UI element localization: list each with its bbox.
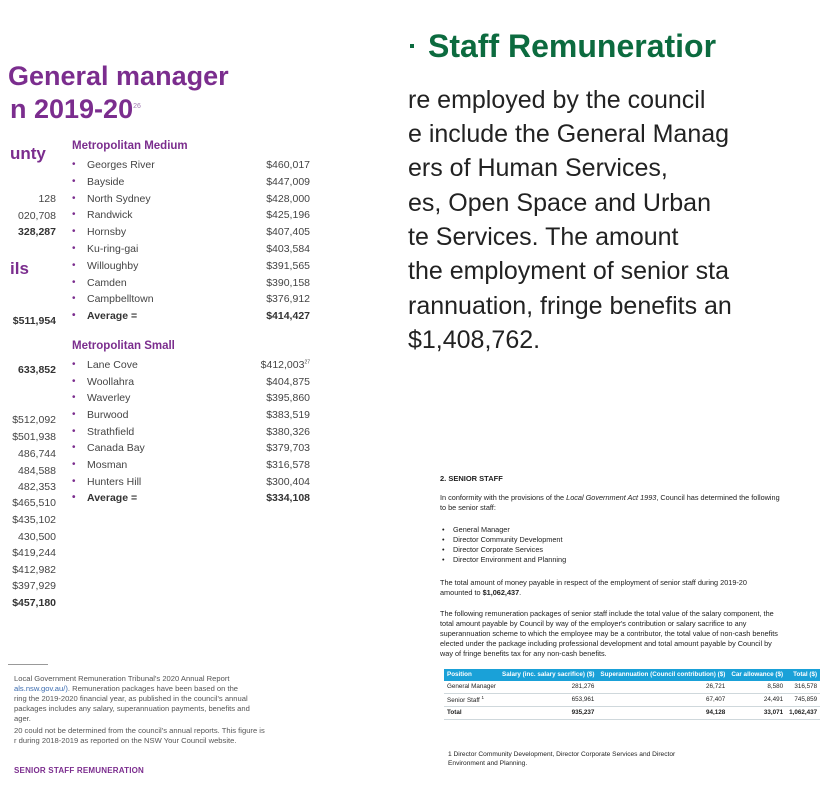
page-title-line-2 — [10, 92, 141, 124]
cut-value: 633,852 — [18, 364, 56, 376]
list-item: • Director Environment and Planning — [440, 555, 780, 565]
bullet-icon: • — [72, 176, 76, 187]
total-amount: $1,062,437 — [482, 588, 520, 597]
footnote-divider — [8, 664, 48, 665]
bullet-icon: • — [72, 209, 76, 220]
bullet-icon: • — [72, 260, 76, 271]
bullet-icon: • — [72, 193, 76, 204]
list-item: • Woollahra $404,875 — [72, 376, 310, 388]
excerpt-title: Staff Remuneratior — [428, 28, 717, 64]
excerpt-line: re employed by the council — [408, 86, 706, 114]
column-header: Superannuation (Council contribution) ($) — [597, 669, 728, 681]
list-item: • Lane Cove $412,003$^{27}$ — [72, 359, 310, 371]
section-intro: In conformity with the provisions of the Local Government Act 1993, Council has determined the following to be senior staff: — [440, 493, 780, 512]
excerpt-line: es, Open Space and Urban — [408, 189, 711, 217]
bullet-icon: • — [72, 426, 76, 437]
cut-value: 328,287 — [18, 226, 56, 238]
bullet-icon: • — [72, 392, 76, 403]
footnote-line: ager. — [14, 714, 31, 723]
excerpt-line: te Services. The amount — [408, 223, 679, 251]
bullet-icon: • — [72, 376, 76, 387]
title-footnote-ref: 26 — [133, 103, 141, 110]
list-item: • Ku-ring-gai $403,584 — [72, 243, 310, 255]
column-header: Position — [444, 669, 499, 681]
cut-value: $397,929 — [12, 580, 56, 592]
cut-value: $412,982 — [12, 564, 56, 576]
column-header: Car allowance ($) — [728, 669, 786, 681]
cut-value: 128 — [38, 193, 56, 205]
footnote-line: packages includes any salary, superannuation payments, benefits and — [14, 704, 250, 713]
cut-value: $419,244 — [12, 547, 56, 559]
bullet-icon: • — [72, 459, 76, 470]
senior-staff-list — [440, 525, 780, 565]
bullet-icon: • — [72, 492, 76, 503]
footnote-line: ring the 2019-2020 financial year, as published in the council's annual — [14, 694, 248, 703]
total-paragraph: The total amount of money payable in respect of the employment of senior staff during 2019-20 amounted to $1,062,437. — [440, 578, 747, 597]
cut-value: $457,180 — [12, 597, 56, 609]
list-item: • Hunters Hill $300,404 — [72, 476, 310, 488]
bullet-icon: • — [72, 159, 76, 170]
bullet-icon: • — [72, 226, 76, 237]
cut-value: 020,708 — [18, 210, 56, 222]
footnote-line: r during 2018-2019 as reported on the NSW Your Council website. — [14, 736, 237, 745]
average-row: • Average = $414,427 — [72, 310, 310, 322]
bullet-icon: • — [72, 277, 76, 288]
cut-heading-councils: ils — [10, 259, 29, 278]
group-heading-metropolitan-small: Metropolitan Small — [72, 340, 175, 352]
list-item: • Willoughby $391,565 — [72, 260, 310, 272]
list-item: • Strathfield $380,326 — [72, 426, 310, 438]
footnote-link[interactable]: als.nsw.gov.au/) — [14, 684, 68, 693]
list-item: • Waverley $395,860 — [72, 392, 310, 404]
bullet-icon: • — [72, 442, 76, 453]
list-item: • Mosman $316,578 — [72, 459, 310, 471]
cut-value: 482,353 — [18, 481, 56, 493]
bullet-icon: • — [72, 409, 76, 420]
average-row: • Average = $334,108 — [72, 492, 310, 504]
list-item: • Director Corporate Services — [440, 545, 780, 555]
bullet-icon: • — [72, 476, 76, 487]
page-title-year: n 2019-20 — [10, 94, 134, 124]
excerpt-line: $1,408,762. — [408, 326, 541, 354]
list-item: • Hornsby $407,405 — [72, 226, 310, 238]
cut-value: $435,102 — [12, 514, 56, 526]
footnote-ref: 27 — [304, 359, 310, 366]
list-item: • Randwick $425,196 — [72, 209, 310, 221]
cut-value: $512,092 — [12, 414, 56, 426]
list-item: • General Manager — [440, 525, 780, 535]
cut-heading-county: unty — [10, 144, 46, 163]
list-item: • Canada Bay $379,703 — [72, 442, 310, 454]
remuneration-table — [444, 669, 820, 720]
cut-value: 430,500 — [18, 531, 56, 543]
cut-value: $465,510 — [12, 497, 56, 509]
footnote-line: als.nsw.gov.au/). Remuneration packages have been based on the — [14, 684, 239, 693]
page-title-line-1: General manager — [8, 61, 229, 91]
table-total-row: Total 935,237 94,128 33,071 1,062,437 — [444, 706, 820, 719]
packages-paragraph: The following remuneration packages of senior staff include the total value of the salary component, the total amount payable by Council by way of the employer's contribution or salary sacrifice to any superannuation scheme to which the employee may be a contributor, the total value of non-cash benefits elected under the package including professional development and total amount payable by Council by way of fringe benefits tax for any non-cash benefits. — [440, 609, 778, 658]
section-heading: 2. SENIOR STAFF — [440, 474, 503, 483]
list-item: • Camden $390,158 — [72, 277, 310, 289]
cut-value: $501,938 — [12, 431, 56, 443]
footnote-ref: 1 — [481, 694, 485, 700]
bullet-icon: • — [72, 293, 76, 304]
table-header-row — [444, 669, 820, 681]
footnote-line: Local Government Remuneration Tribunal's 2020 Annual Report — [14, 674, 230, 683]
excerpt-line: rannuation, fringe benefits an — [408, 292, 732, 320]
bullet-icon: • — [72, 310, 76, 321]
cut-value: $511,954 — [12, 315, 56, 327]
column-header: Total ($) — [786, 669, 820, 681]
excerpt-line: e include the General Manag — [408, 120, 730, 148]
table-note: 1 Director Community Development, Director Corporate Services and Director Environment and Planning. — [448, 751, 676, 767]
group-heading-metropolitan-medium: Metropolitan Medium — [72, 140, 188, 152]
list-item: • Bayside $447,009 — [72, 176, 310, 188]
cut-value: 486,744 — [18, 448, 56, 460]
table-row: General Manager 281,276 26,721 8,580 316,578 — [444, 681, 820, 694]
list-item: • Director Community Development — [440, 535, 780, 545]
excerpt-line: the employment of senior sta — [408, 257, 729, 285]
excerpt-line: ers of Human Services, — [408, 154, 668, 182]
page-footer-label: SENIOR STAFF REMUNERATION — [14, 766, 145, 775]
footnote-line: 20 could not be determined from the council's annual reports. This figure is — [14, 726, 265, 735]
list-item: • North Sydney $428,000 — [72, 193, 310, 205]
table-row: Senior Staff $^1$ 653,961 67,407 24,491 745,859 — [444, 693, 820, 706]
list-item: • Georges River $460,017 — [72, 159, 310, 171]
bullet-icon: • — [72, 243, 76, 254]
list-item: • Burwood $383,519 — [72, 409, 310, 421]
title-fragment-mark — [410, 44, 414, 48]
bullet-icon: • — [72, 359, 76, 370]
cut-value: 484,588 — [18, 465, 56, 477]
column-header: Salary (inc. salary sacrifice) ($) — [499, 669, 597, 681]
list-item: • Campbelltown $376,912 — [72, 293, 310, 305]
